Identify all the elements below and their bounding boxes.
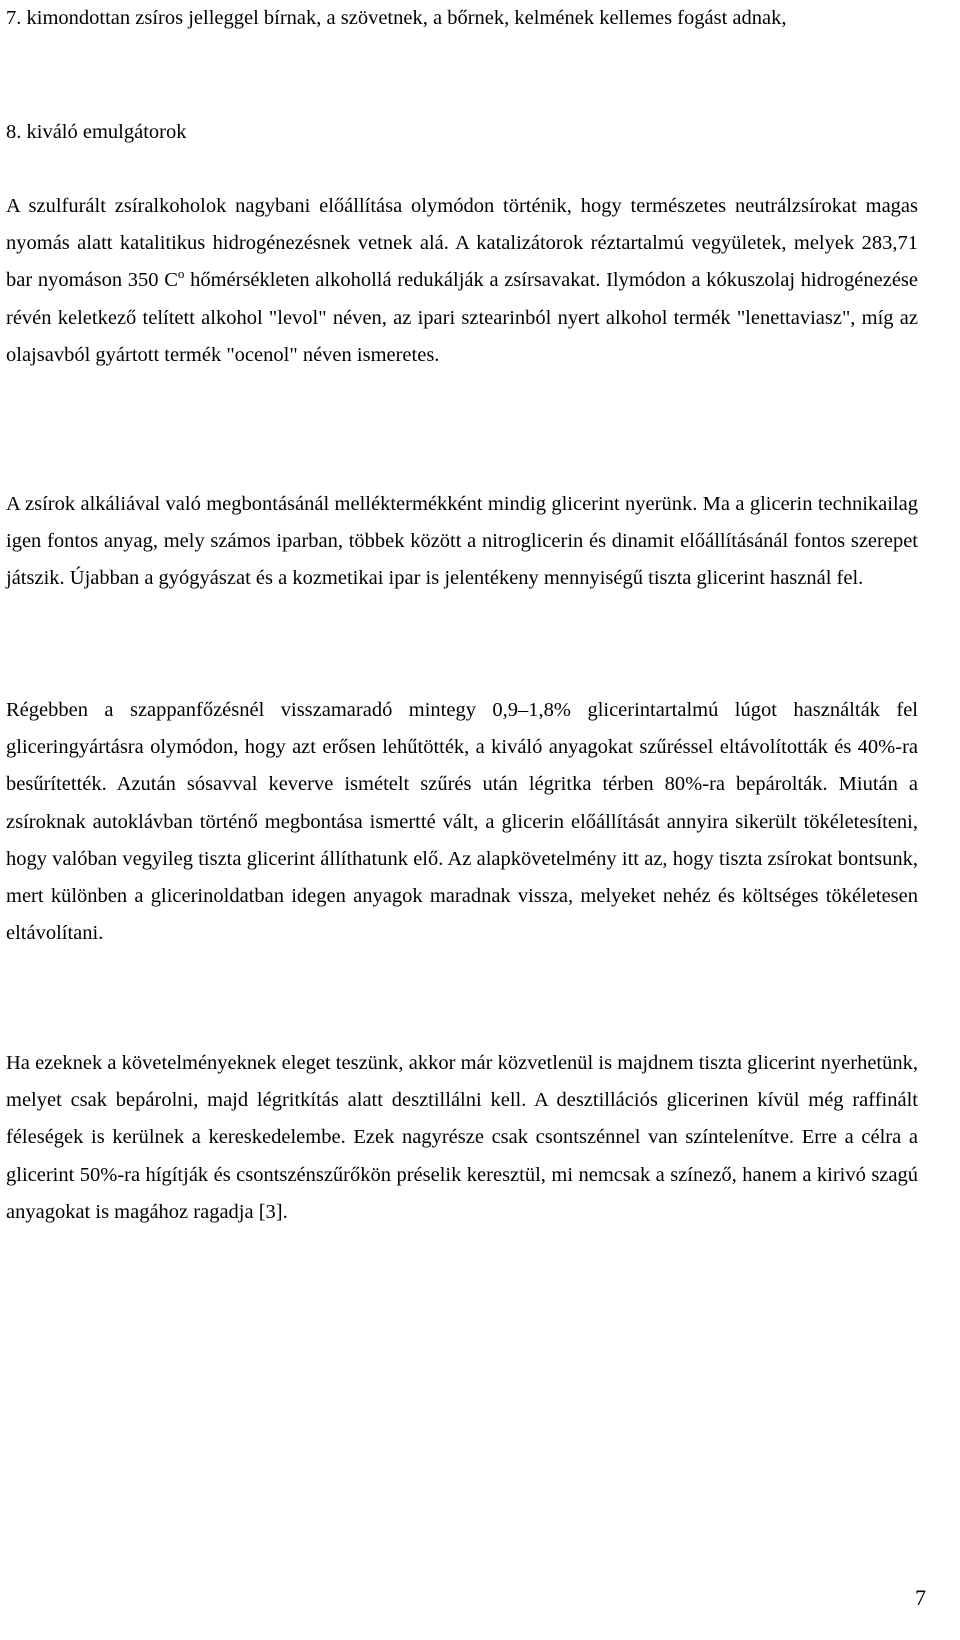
paragraph-glycerin-intro: A zsírok alkáliával való megbontásánál melléktermékként mindig glicerint nyerünk. Ma a glicerin technikailag igen fontos anyag, mely számos iparban, többek között a nitroglicerin és dinamit előállításánál fontos szerepet játszik. Újabban a gyógyászat és a kozmetikai ipar is jelentékeny mennyiségű tiszta glicerint használ fel. xyxy=(6,493,918,590)
list-item-8: 8. kiváló emulgátorok xyxy=(6,121,187,143)
paragraph-glycerin-history: Régebben a szappanfőzésnél visszamaradó mintegy 0,9–1,8% glicerintartalmú lúgot használták fel gliceringyártásra olymódon, hogy azt erősen lehűtötték, a kiváló anyagokat szűréssel eltávolították és 40%-ra besűrítették. Azután sósavval keverve ismételt szűrés után légritka térben 80%-ra bepárolták. Miután a zsíroknak autoklávban történő megbontása ismertté vált, a glicerin előállítását annyira sikerült tökéletesíteni, hogy valóban vegyileg tiszta glicerint állíthatunk elő. Az alapkövetelmény itt az, hogy tiszta zsírokat bontsunk, mert különben a glicerinoldatban idegen anyagok maradnak vissza, melyeket nehéz és költséges tökéletesen eltávolítani. xyxy=(6,699,918,945)
paragraph-glycerin-distillation: Ha ezeknek a követelményeknek eleget teszünk, akkor már közvetlenül is majdnem tiszta glicerint nyerhetünk, melyet csak bepárolni, majd légritkítás alatt desztillálni kell. A desztillációs glicerinen kívül még raffinált féleségek is kerülnek a kereskedelembe. Ezek nagyrésze csak csontszénnel van színtelenítve. Erre a célra a glicerint 50%-ra hígítják és csontszénszűrőkön préselik keresztül, mi nemcsak a színező, hanem a kirivó szagú anyagokat is magához ragadja [3]. xyxy=(6,1052,918,1223)
paragraph-text: hőmérsékleten alkohollá redukálják a zsírsavakat. Ilymódon a kókuszolaj hidrogénezése révén keletkező telített alkohol "levol" néven, az ipari sztearinból nyert alkohol termék "lenettaviasz", míg az olajsavból gyártott termék "ocenol" néven ismeretes. xyxy=(6,269,918,366)
degree-superscript: o xyxy=(177,266,185,282)
paragraph-text: A szulfurált zsíralkoholok nagybani előállítása olymódon történik, hogy természetes neutrálzsírokat magas nyomás alatt katalitikus hidrogénezésnek vetnek alá. A katalizátorok réztartalmú vegyületek, melyek 283,71 bar nyomáson 350 C xyxy=(6,195,918,292)
list-item-7: 7. kimondottan zsíros jelleggel bírnak, a szövetnek, a bőrnek, kelmének kellemes fogást adnak, xyxy=(6,7,787,29)
page-number: 7 xyxy=(915,1585,926,1610)
paragraph-sulfurated-alcohols xyxy=(6,188,918,374)
